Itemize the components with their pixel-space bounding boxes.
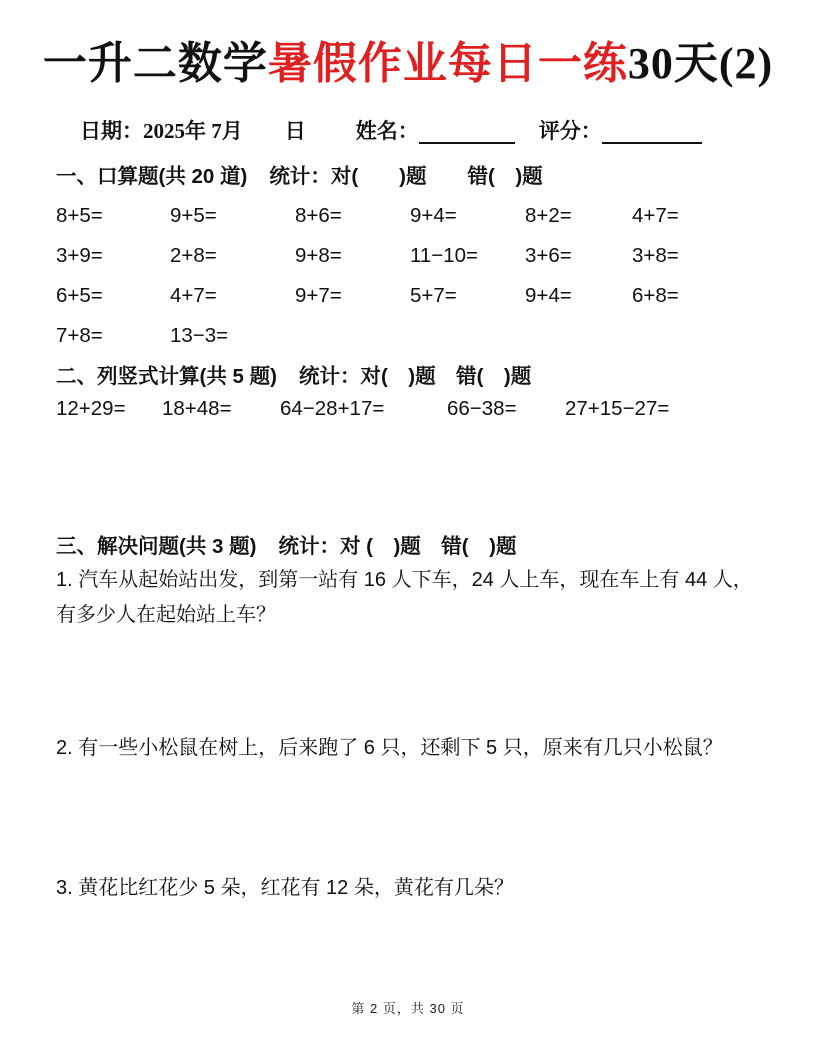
section1-title: 一、口算题(共 20 道) [56, 165, 248, 189]
oral-problem: 8+5= [56, 204, 103, 228]
title-part-1: 一升二数学 [42, 39, 268, 88]
oral-problem: 9+4= [410, 204, 457, 228]
oral-problem: 9+4= [525, 284, 572, 308]
page-number-footer: 第 2 页，共 30 页 [351, 1001, 465, 1016]
column-problem: 64−28+17= [280, 397, 385, 421]
oral-problem-empty [525, 316, 632, 356]
column-calculation-grid [56, 395, 816, 423]
oral-problem: 4+7= [632, 204, 679, 228]
oral-problem-empty [632, 316, 816, 356]
section3-heading [56, 529, 816, 559]
oral-problem-empty [410, 316, 525, 356]
oral-problem: 9+5= [170, 204, 217, 228]
oral-problem-empty [295, 316, 410, 356]
oral-problem: 13−3= [170, 324, 229, 348]
section1-stats: 统计：对( )题 错( )题 [269, 165, 543, 189]
score-blank-line [602, 122, 702, 144]
oral-problem: 8+6= [295, 204, 342, 228]
section2-heading [56, 359, 816, 389]
oral-arithmetic-grid [56, 196, 816, 356]
oral-problem: 3+8= [632, 244, 679, 268]
section2-title: 二、列竖式计算(共 5 题) [56, 365, 277, 389]
oral-problem: 8+2= [525, 204, 572, 228]
column-problem: 27+15−27= [565, 397, 670, 421]
oral-problem: 9+8= [295, 244, 342, 268]
score-field [539, 119, 702, 143]
oral-problem: 6+8= [632, 284, 679, 308]
name-field [356, 119, 515, 143]
oral-problem: 9+7= [295, 284, 342, 308]
oral-problem: 7+8= [56, 324, 103, 348]
title-part-2-accent: 暑假作业每日一练 [267, 39, 628, 88]
oral-problem: 6+5= [56, 284, 103, 308]
oral-problem: 4+7= [170, 284, 217, 308]
score-label: 评分： [538, 119, 602, 144]
section2-stats: 统计：对( )题 错( )题 [298, 365, 532, 389]
header-line [80, 115, 816, 145]
column-problem: 12+29= [56, 397, 126, 421]
name-label: 姓名： [355, 119, 419, 144]
oral-problem: 11−10= [410, 244, 479, 268]
word-problem-1: 1. 汽车从起始站出发，到第一站有 16 人下车，24 人上车，现在车上有 44 人，有多少人在起始站上车？ [56, 569, 753, 627]
name-blank-line [419, 122, 515, 144]
section1-heading [56, 159, 816, 189]
section3-title: 三、解决问题(共 3 题) [56, 535, 257, 559]
title-part-3: 30天(2) [627, 39, 774, 88]
section3-stats: 统计：对 ( )题 错( )题 [278, 535, 517, 559]
oral-problem: 2+8= [170, 244, 217, 268]
oral-problem: 5+7= [410, 284, 457, 308]
date-field: 日期：2025年 7月 日 [80, 119, 306, 144]
oral-problem: 3+6= [525, 244, 572, 268]
word-problem-3: 3. 黄花比红花少 5 朵，红花有 12 朵，黄花有几朵？ [56, 877, 514, 900]
word-problem-2: 2. 有一些小松鼠在树上，后来跑了 6 只，还剩下 5 只，原来有几只小松鼠？ [56, 737, 723, 760]
column-problem: 66−38= [447, 397, 517, 421]
column-problem: 18+48= [162, 397, 232, 421]
page-title [30, 34, 786, 93]
oral-problem: 3+9= [56, 244, 103, 268]
